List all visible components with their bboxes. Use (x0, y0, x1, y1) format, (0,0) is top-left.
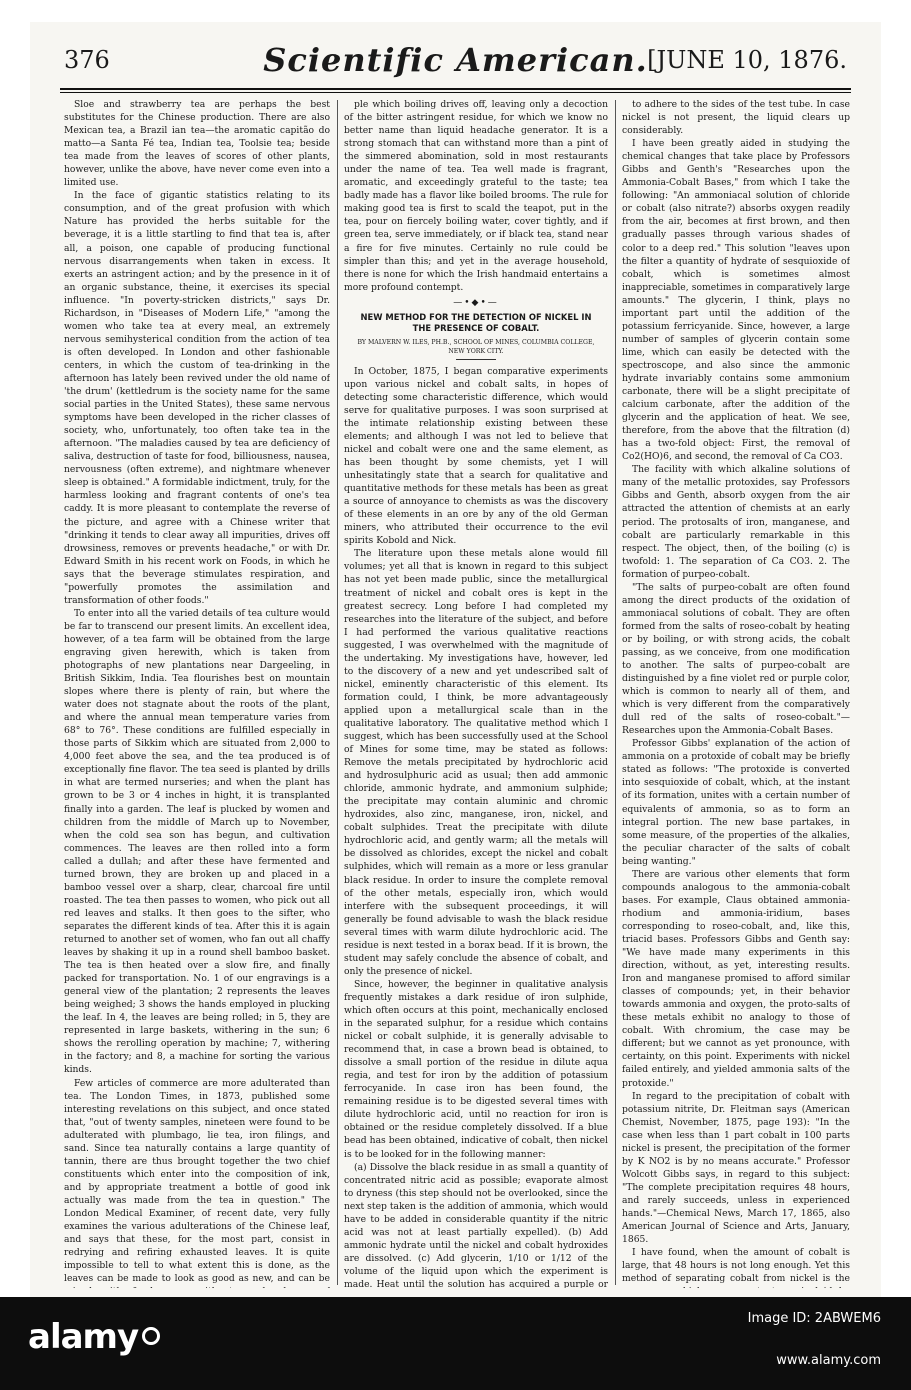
brand-name: alamy (28, 1317, 139, 1357)
header-rule-thin (60, 92, 851, 93)
paragraph: In the face of gigantic statistics relating to its consumption, and of the great profusion with which Nature has provided the herbs suitable for the beverage, it is a little startling to find that tea is, after all, a poison, one capable of producing functional nervous disarrangements when taken in excess. It exerts an astringent action; and by the presence in it of an organic substance, theine, it exercises its special influence. "In poverty-stricken districts," says Dr. Richardson, in "Diseases of Modern Life," "among the women who take tea at every meal, an extremely nervous semihysterical condition from the action of tea is often developed. In London and other fashionable centers, in which the custom of tea-drinking in the afternoon has lately been revived under the old name of 'the drum' (kettledrum is the society name for the same social parties in the United States), these same nervous symptoms have been developed in the richer classes of society, who, unfortunately, too often take tea in the afternoon. "The maladies caused by tea are deficiency of saliva, destruction of taste for food, billiousness, nausea, nervousness (often extreme), and nightmare whenever sleep is obtained." A formidable indictment, truly, for the harmless looking and fragrant contents of one's tea caddy. It is more pleasant to contemplate the reverse of the picture, and agree with a Chinese writer that "drinking it tends to clear away all impurities, drives off drowsiness, removes or prevents headache," or with Dr. Edward Smith in his recent work on Foods, in which he says that the beverage stimulates respiration, and "powerfully promotes the assimilation and transformation of other foods." (64, 190, 330, 606)
brand-logo[interactable] (28, 1317, 160, 1357)
article-byline: BY MALVERN W. ILES, PH.B., SCHOOL OF MINES, COLUMBIA COLLEGE, NEW YORK CITY. (357, 338, 595, 355)
article-headline: NEW METHOD FOR THE DETECTION OF NICKEL IN THE PRESENCE OF COBALT. (360, 311, 592, 333)
column-3 (622, 98, 850, 1288)
issue-date: [JUNE 10, 1876. (647, 46, 847, 74)
paragraph: I have found, when the amount of cobalt is large, that 48 hours is not long enough. Yet this method of separating cobalt from nickel is the (622, 1247, 850, 1285)
site-url-link[interactable]: www.alamy.com (776, 1353, 881, 1368)
paragraph: The facility with which alkaline solutions of many of the metallic protoxides, say Professors Gibbs and Genth, absorb oxygen from the air attracted the attention of chemists at an early period. The protosalts of iron, manganese, and cobalt are particularly remarkable in this respect. The object, then, of the boiling (c) is twofold: 1. The separation of Ca CO3. 2. The formation of purpeo-cobalt. (622, 464, 850, 580)
watermark-footer (0, 1297, 911, 1390)
paragraph: To enter into all the varied details of tea culture would be far to transcend our present limits. An excellent idea, however, of a tea farm will be obtained from the large engraving given herewith, which is taken from photographs of new plantations near Dargeeling, in British Sikkim, India. Tea flourishes best on mountain slopes where there is plenty of rain, but where the water does not stagnate about the roots of the plant, and where the annual mean temperature varies from 68° to 76°. These conditions are fulfilled especially in those parts of Sikkim which are situated from 2,000 to 4,000 feet above the sea, and the tea produced is of exceptionally fine flavor. The tea seed is planted by drills in what are termed nurseries; and when the plant has grown to be 3 or 4 inches in hight, it is transplanted finally into a garden. The leaf is plucked by women and children from the middle of March up to November, when the cold sea son has begun, and cultivation commences. The leaves are then rolled into a form called a dullah; and after these have fermented and turned brown, they are broken up and placed in a bamboo vessel over a sharp, clear, charcoal fire until roasted. The tea then passes to women, who pick out all red leaves and stalks. It then goes to the sifter, who separates the different kinds of tea. After this it is again returned to another set of women, who fan out all chaffy leaves by shaking it up in a round shell bamboo basket. The tea is then heated over a slow fire, and finally packed for transportation. No. 1 of our engravings is a general view of the plantation; 2 represents the leaves being weighed; 3 shows the hands employed in plucking the leaf. In 4, the leaves are being rolled; in 5, they are represented in large baskets, withering in the sun; 6 shows the rerolling operation by machine; 7, withering in the factory; and 8, a machine for sorting the various kinds. (64, 607, 330, 1076)
paragraph: There are various other elements that form compounds analogous to the ammonia-cobalt bases. For example, Claus obtained ammonia-rhodium and ammonia-iridium, bases corresponding to roseo-cobalt, and, like this, triacid bases. Professors Gibbs and Genth say: "We have made many experiments in this direction, without, as yet, interesting results. Iron and manganese promised to afford similar classes of compounds; yet, in their behavior towards ammonia and oxygen, the proto-salts of these metals exhibit no analogy to those of cobalt. With chromium, the case may be different; but we cannot as yet pronounce, with certainty, on this point. Experiments with nickel failed entirely, and yielded ammonia salts of the protoxide." (622, 868, 850, 1089)
section-ornament: —•◆•— (453, 297, 499, 308)
column-divider (337, 100, 338, 1285)
column-2 (344, 98, 608, 1288)
logo-mark-icon (142, 1327, 160, 1345)
paragraph: Since, however, the beginner in qualitative analysis frequently mistakes a dark residue of iron sulphide, which often occurs at this point, mechanically enclosed in the separated sulphur, for a residue which contains nickel or cobalt sulphide, it is generally advisable to recommend that, in case a brown bead is obtained, to dissolve a small portion of the residue in dilute aqua regia, and test for iron by the addition of potassium ferrocyanide. In case iron has been found, the remaining residue is to be digested several times with dilute hydrochloric acid, until no reaction for iron is obtained or the residue completely dissolved. If a blue bead has been obtained, indicative of cobalt, then nickel is to be looked for in the following manner: (344, 978, 608, 1160)
paragraph: The literature upon these metals alone would fill volumes; yet all that is known in regard to this subject has not yet been made public, since the metallurgical treatment of nickel and cobalt ores is kept in the greatest secrecy. Long before I had completed my researches into the literature of the subject, and before I had performed the various qualitative reactions suggested, I was overwhelmed with the magnitude of the undertaking. My investigations have, however, led to the discovery of a new and yet undescribed salt of nickel, eminently characteristic of this element. Its formation could, I think, be more advantageously applied upon a metallurgical scale than in the qualitative laboratory. The qualitative method which I suggest, which has been successfully used at the School of Mines for some time, may be stated as follows: Remove the metals precipitated by hydrochloric acid and hydrosulphuric acid as usual; then add ammonic chloride, ammonic hydrate, and ammonium sulphide; the precipitate may contain aluminic and chromic hydroxides, also zinc, manganese, iron, nickel, and cobalt sulphides. Treat the precipitate with dilute hydrochloric acid, and gently warm; all the metals will be dissolved as chlorides, except the nickel and cobalt sulphides, which will remain as a more or less granular black residue. In order to insure the complete removal of the other metals, especially iron, which would interfere with the subsequent proceedings, it will generally be found advisable to wash the black residue several times with warm dilute hydrochloric acid. The residue is next tested in a borax bead. If it is brown, the student may safely conclude the absence of cobalt, and only the presence of nickel. (344, 548, 608, 977)
header-rule (60, 88, 851, 90)
paragraph: In October, 1875, I began comparative experiments upon various nickel and cobalt salts, in hopes of detecting some characteristic difference, which would serve for qualitative purposes. I was soon surprised at the intimate relationship existing between these elements; and although I was not led to believe that nickel and cobalt were one and the same element, as has been thought by some chemists, yet I will unhesitatingly state that a search for qualitative and quantitative methods for these metals has been as great a source of annoyance to chemists as was the discovery of these elements in an ore by any of the old German miners, who attributed their occurrence to the evil spirits Kobold and Nick. (344, 365, 608, 547)
page-number: 376 (64, 46, 110, 74)
masthead-title: Scientific American. (263, 41, 648, 79)
paragraph: "The salts of purpeo-cobalt are often found among the direct products of the oxidation of ammoniacal solutions of cobalt. They are often formed from the salts of roseo-cobalt by heating or by boiling, or with strong acids, the cobalt passing, as we conceive, from one modification to another. The salts of purpeo-cobalt are distinguished by a fine violet red or purple color, which is common to nearly all of them, and which is very different from the comparatively dull red of the salts of roseo-cobalt."—Researches upon the Ammonia-Cobalt Bases. (622, 581, 850, 737)
paragraph: I have been greatly aided in studying the chemical changes that take place by Professors Gibbs and Genth's "Researches upon the Ammonia-Cobalt Bases," from which I take the following: "An ammoniacal solution of chloride or cobalt (also nitrate?) absorbs oxygen readily from the air, becomes at first brown, and then gradually passes through various shades of color to a deep red." This solution "leaves upon the filter a quantity of hydrate of sesquioxide of cobalt, which is sometimes almost inappreciable, sometimes in comparatively large amounts." The glycerin, I think, plays no important part until the addition of the potassium ferricyanide. Since, however, a large number of samples of glycerin contain some lime, which can easily be detected with the spectroscope, and also since the ammonic hydrate invariably contains some ammonium carbonate, there will be a slight precipitate of calcium carbonate, after the addition of the glycerin and the application of heat. We see, therefore, from the above that the filtration (d) has a two-fold object: First, the removal of Co2(HO)6, and second, the removal of Ca CO3. (622, 138, 850, 463)
paragraph: Sloe and strawberry tea are perhaps the best substitutes for the Chinese production. There are also Mexican tea, a Brazil ian tea—the aromatic capitão do matto—a Santa Fé tea, Indian tea, Toolsie tea; beside tea made from the leaves of scores of other plants, however, unlike the above, have never come even into a limited use. (64, 99, 330, 189)
paragraph: Few articles of commerce are more adulterated than tea. The London Times, in 1873, published some interesting revelations on this subject, and once stated that, "out of twenty samples, nineteen were found to be adulterated with plumbago, lie tea, iron filings, and sand. Since tea naturally contains a large quantity of tannin, there are thus brought together the two chief constituents which enter into the composition of ink, and by appropriate treatment a bottle of good ink actually was made from the tea in question." The London Medical Examiner, of recent date, very fully examines the various adulterations of the Chinese leaf, and says that these, for the most part, consist in redrying and refiring exhausted leaves. It is quite impossible to tell to what extent this is done, as the leaves can be made to look as good as new, and can be (64, 1077, 330, 1285)
paragraph: In regard to the precipitation of cobalt with potassium nitrite, Dr. Fleitman says (American Chemist, November, 1875, page 193): "In the case when less than 1 part cobalt in 100 parts nickel is present, the precipitation of the former by K NO2 is by no means accurate." Professor Wolcott Gibbs says, in regard to this subject: "The complete precipitation requires 48 hours, and rarely succeeds, unless in experienced hands."—Chemical News, March 17, 1865, also American Journal of Science and Arts, January, 1865. (622, 1090, 850, 1246)
paragraph: to adhere to the sides of the test tube. In case nickel is not present, the liquid clears up considerably. (622, 99, 850, 137)
column-1 (64, 98, 330, 1288)
paragraph: ple which boiling drives off, leaving only a decoction of the bitter astringent residue, for which we know no better name than liquid headache generator. It is a strong stomach that can withstand more than a pint of the simmered abomination, sold in most restaurants under the name of tea. Tea well made is fragrant, aromatic, and exceedingly grateful to the taste; tea badly made has a flavor like boiled brooms. The rule for making good tea is first to scald the teapot, put in the tea, pour on fiercely boiling water, cover tightly, and if green tea, serve immediately, or if black tea, stand near a fire for five minutes. Certainly no rule could be simpler than this; and yet in the average household, there is none for which the Irish handmaid entertains a more profound contempt. (344, 99, 608, 293)
byline-rule (456, 359, 496, 360)
newspaper-page (30, 22, 881, 1297)
paragraph: Professor Gibbs' explanation of the action of ammonia on a protoxide of cobalt may be briefly stated as follows: "The protoxide is converted into sesquioxide of cobalt, which, at the instant of its formation, unites with a certain number of equivalents of ammonia, so as to form an integral portion. The new base partakes, in some measure, of the properties of the alkalies, the peculiar character of the salts of cobalt being wanting." (622, 738, 850, 867)
paragraph: (a) Dissolve the black residue in as small a quantity of concentrated nitric acid as possible; evaporate almost to dryness (this step should not be overlooked, since the next step taken is the addition of ammonia, which would have to be added in considerable quantity if the nitric acid was not at least partially expelled). (b) Add ammonic hydrate until the nickel and cobalt hydroxides are dissolved. (c) Add glycerin, 1/10 or 1/12 of the volume of the liquid upon which the experiment is made. Heat until the solution has acquired a purple or (344, 1161, 608, 1288)
image-id-label: Image ID: 2ABWEM6 (747, 1311, 881, 1326)
column-divider (615, 100, 616, 1285)
